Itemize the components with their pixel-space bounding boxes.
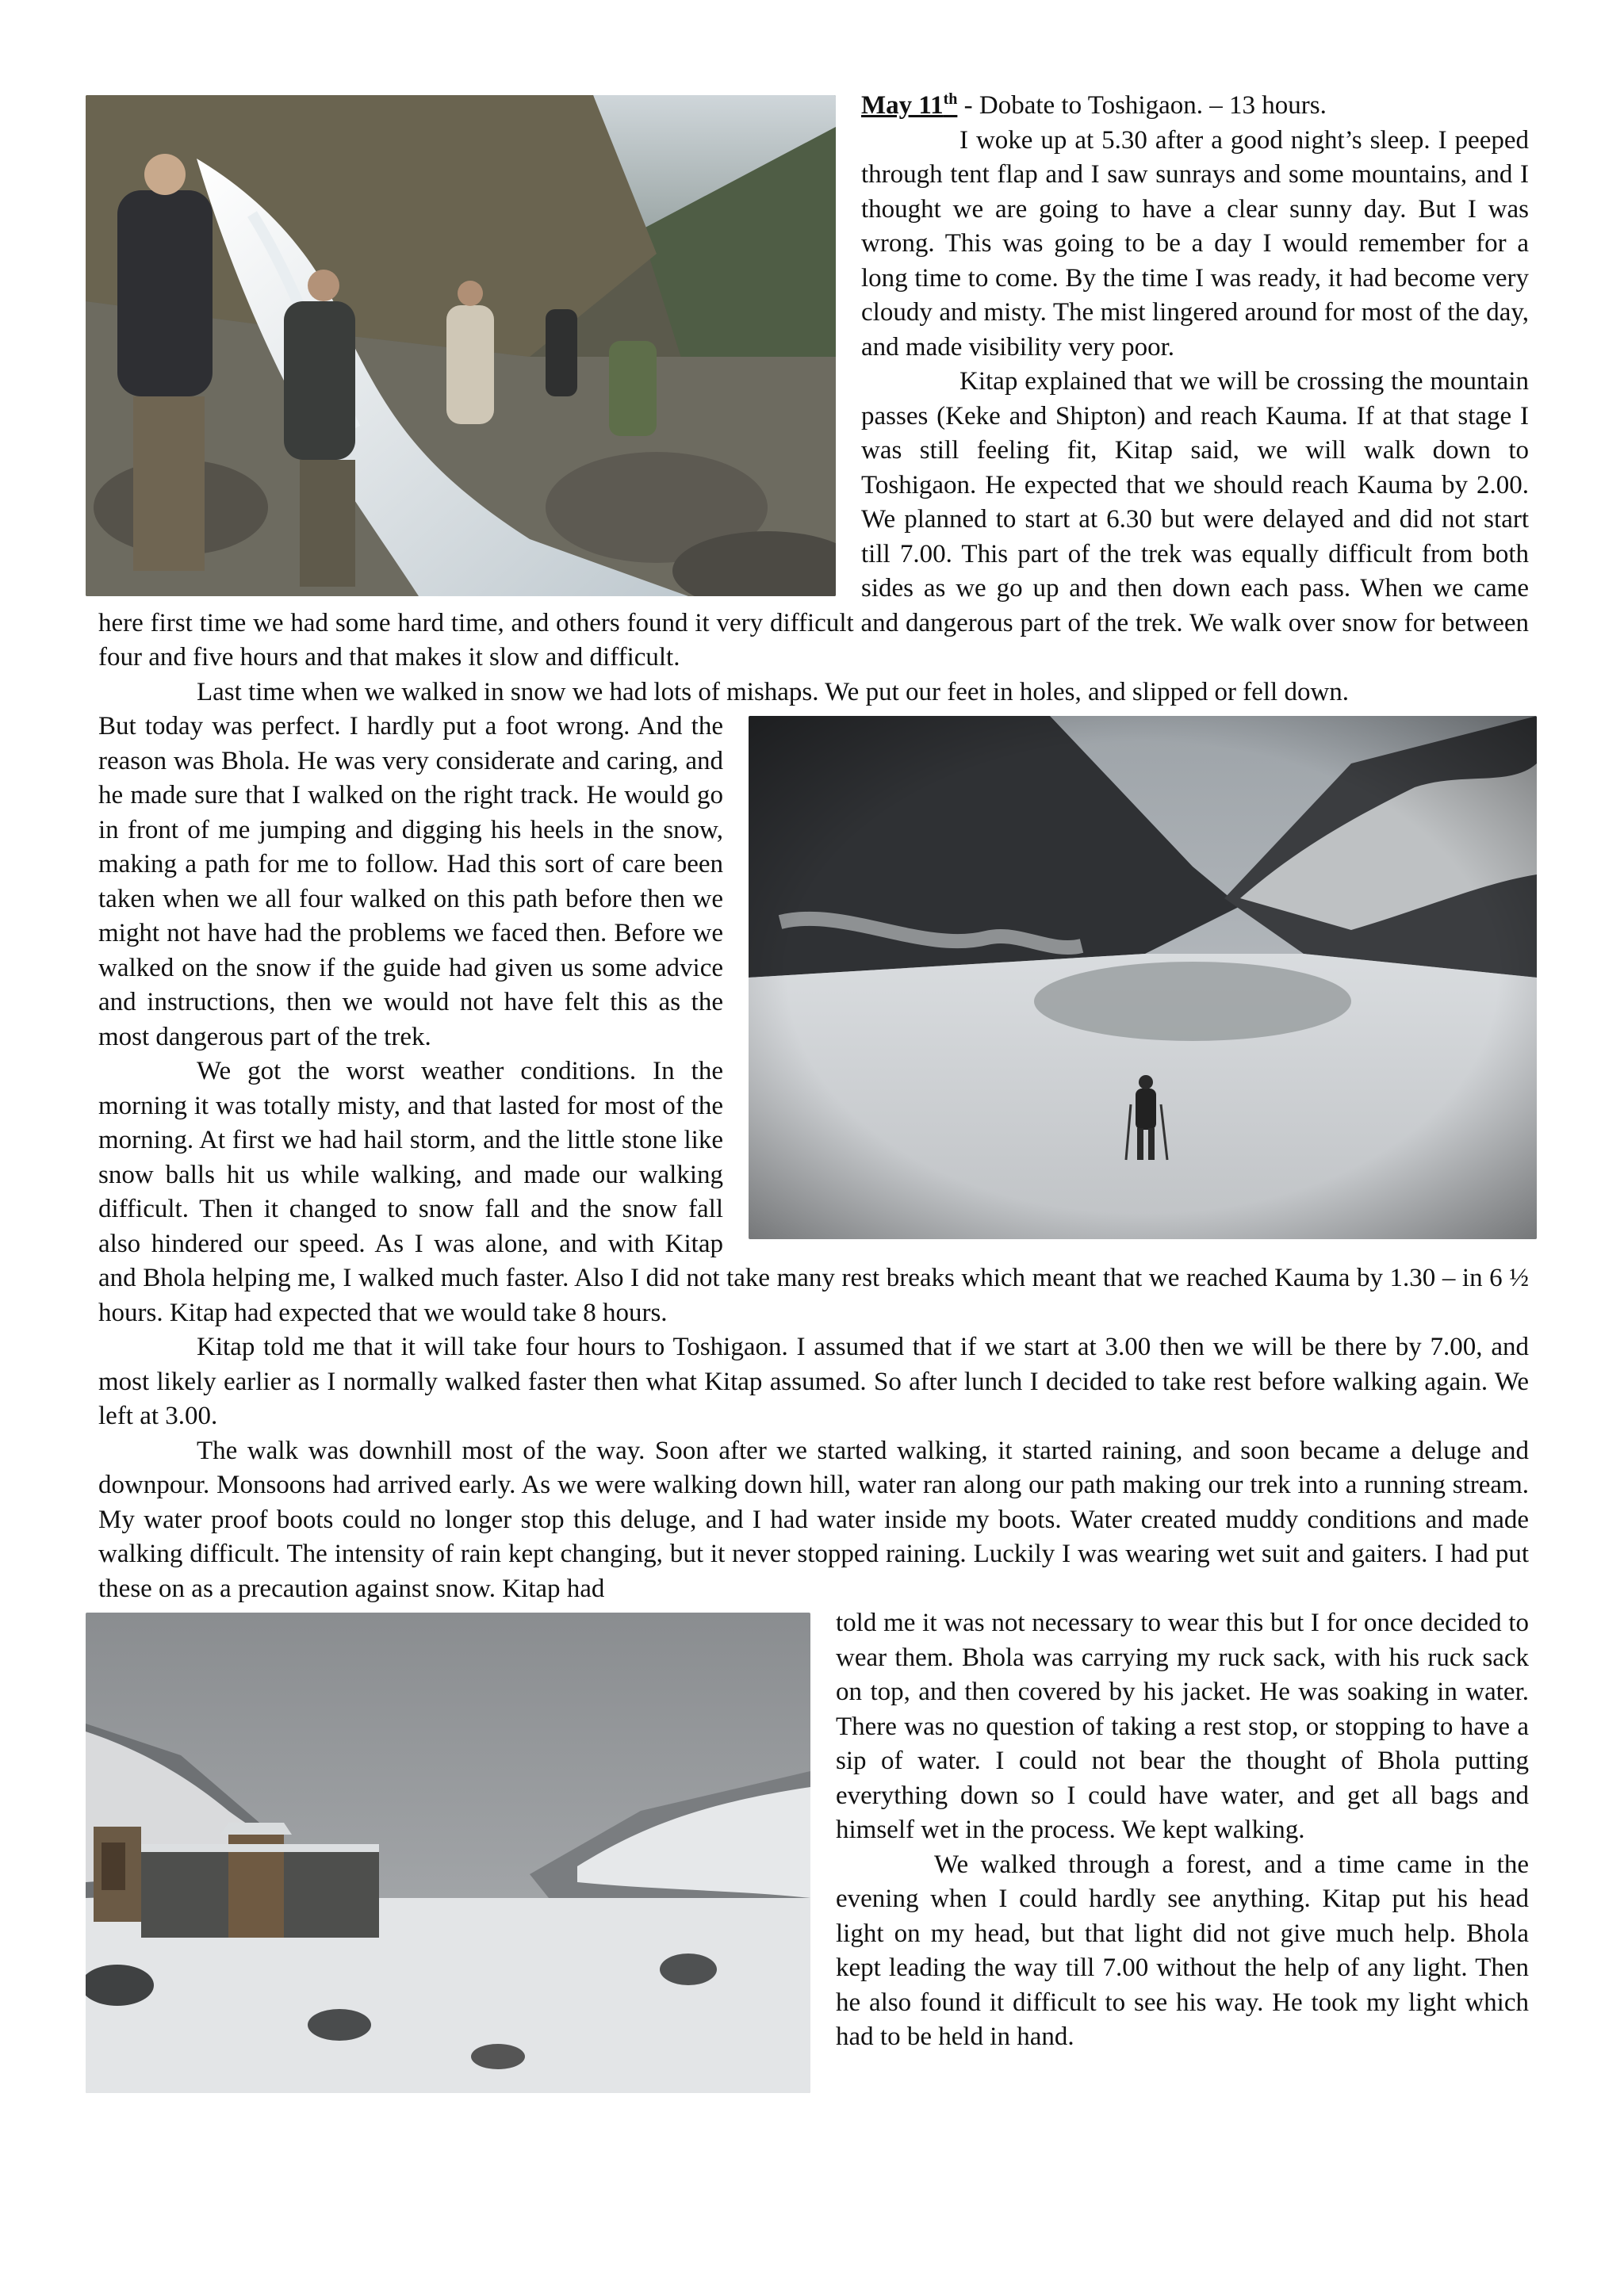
paragraph-2: Kitap explained that we will be crossing the mountain passes (Keke and Shipton) and reach Kauma. If at that stage I was still feeling fit, Kitap said, we will walk down to Toshigaon. He expected that we should reach Kauma by 2.00. We planned to start at 6.30 but were delayed and did not start till 7.00. This part of the trek was equally difficult from both sides as we go up and then down each pass. When we came here first time we had some hard time, and others found it very difficult and dangerous part of the trek. We walk over snow for between four and five hours and that makes it slow and difficult. [98,367,1529,672]
paragraph-7: The walk was downhill most of the way. Soon after we started walking, it started raining, and soon became a deluge and downpour. Monsoons had arrived early. As we were walking down hill, water ran along our path making our trek into a running stream. My water proof boots could no longer stop this deluge, and I had water inside my boots. Water created muddy conditions and made walking difficult. The intensity of rain kept changing, but it never stopped raining. Luckily I was wearing wet suit and gaiters. I had put these on as a precaution against snow. Kitap had [98,1436,1529,1603]
paragraph-3: Last time when we walked in snow we had lots of mishaps. We put our feet in holes, and slipped or fell down. [197,677,1350,706]
paragraph-9: We walked through a forest, and a time came in the evening when I could hardly see anything. Kitap put his head light on my head, but that light did not give much help. Bhola kept leading the way till 7.00 without the help of any light. Then he also found it difficult to see his way. He took my light which had to be held in hand. [836,1850,1529,2051]
entry-date [861,91,957,120]
photo-snow-valley [749,716,1537,1239]
entry-date-suffix: th [943,90,958,108]
snowy-huts-photo-image [86,1613,810,2093]
paragraph-6: Kitap told me that it will take four hours to Toshigaon. I assumed that if we start at 3.00 then we will be there by 7.00, and most likely earlier as I normally walked faster then what Kitap assumed. So after lunch I decided to take rest before walking again. We left at 3.00. [98,1333,1529,1430]
diary-text [98,89,1529,2101]
paragraph-5: We got the worst weather conditions. In the morning it was totally misty, and that lasted for most of the morning. At first we had hail storm, and the little stone like snow balls hit us while walking, and made our walking difficult. Then it changed to snow fall and the snow fall also hindered our speed. As I was alone, and with Kitap and Bhola helping me, I walked much faster. Also I did not take many rest breaks which meant that we reached Kauma by 1.30 – in 6 ½ hours. Kitap had expected that we would take 8 hours. [98,1057,1529,1327]
photo-snowy-huts [86,1613,810,2093]
photo-trekkers-waterfall [86,95,836,596]
waterfall-photo-image [86,95,836,596]
entry-route: - Dobate to Toshigaon. – 13 hours. [957,91,1327,120]
paragraph-4: But today was perfect. I hardly put a foot wrong. And the reason was Bhola. He was very considerate and caring, and he made sure that I walked on the right track. He would go in front of me jumping and digging his heels in the snow, making a path for me to follow. Had this sort of care been taken when we all four walked on this path before then we might not have had the problems we faced then. Before we walked on the snow if the guide had given us some advice and instructions, then we would not have felt this as the most dangerous part of the trek. [98,712,723,1051]
paragraph-1: I woke up at 5.30 after a good night’s sleep. I peeped through tent flap and I saw sunrays and some mountains, and I thought we are going to have a clear sunny day. But I was wrong. This was going to be a day I would remember for a long time to come. By the time I was ready, it had become very cloudy and misty. The mist lingered around for most of the day, and made visibility very poor. [861,125,1529,362]
entry-date-text: May 11 [861,91,944,120]
snow-valley-photo-image [749,716,1537,1239]
paragraph-8: told me it was not necessary to wear this but I for once decided to wear them. Bhola was carrying my ruck sack, with his ruck sack on top, and then covered by his jacket. He was soaking in water. There was no question of taking a rest stop, or stopping to have a sip of water. I could not bear the thought of Bhola putting everything down so I could have water, and get all bags and himself wet in the process. We kept walking. [836,1609,1529,1844]
